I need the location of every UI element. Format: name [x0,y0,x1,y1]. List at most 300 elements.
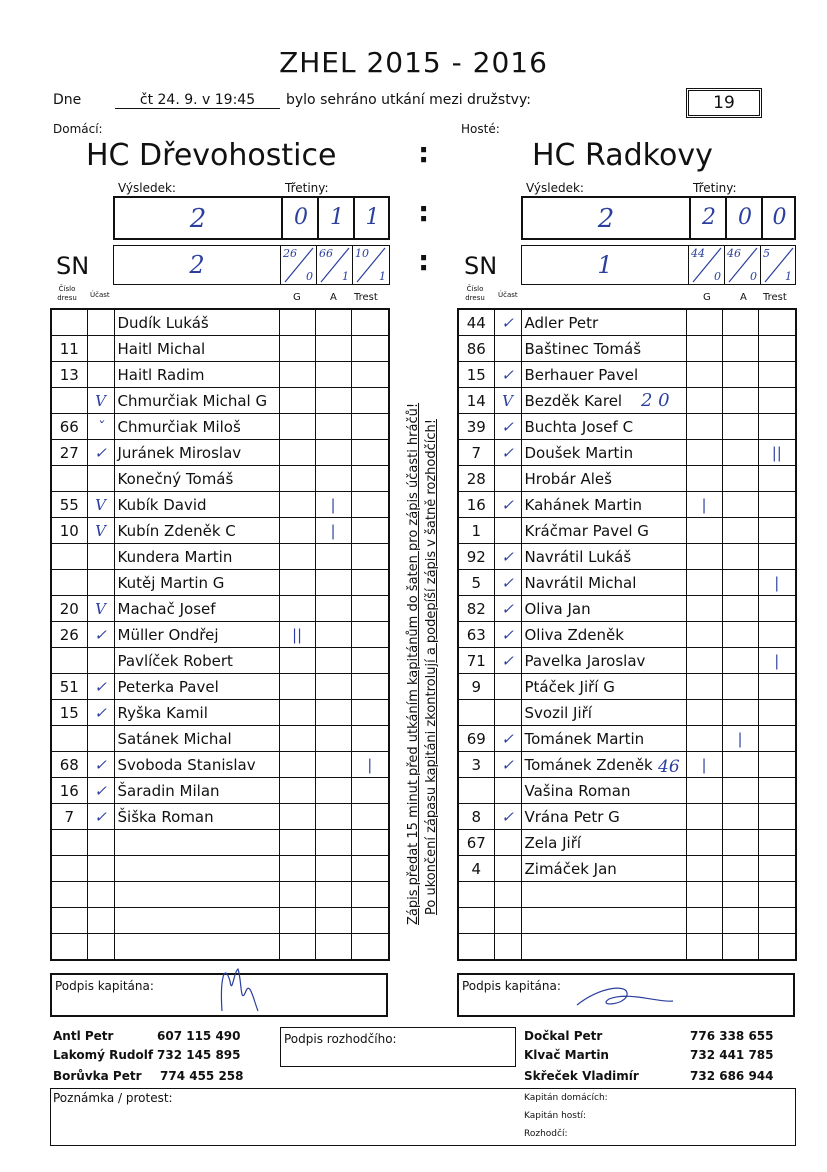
assists-cell [315,882,351,908]
table-row [458,388,796,414]
sig-referee-label: Rozhodčí: [524,1129,568,1139]
home-sn-cell-1: 26 0 [280,246,317,284]
away-team-name: HC Radkovy [532,138,713,173]
player-number [458,882,494,908]
penalty-cell [351,414,389,440]
table-row [458,856,796,882]
match-number: 19 [686,88,762,118]
player-number: 26 [51,622,87,648]
attendance-mark: ✓ [494,804,521,830]
assists-cell [722,570,758,596]
player-name: Tománek Martin [521,726,686,752]
player-name [521,934,686,961]
assists-cell [722,309,758,336]
player-name: Buchta Josef C [521,414,686,440]
home-col-trest: Trest [354,292,378,303]
penalty-cell: | [351,752,389,778]
table-row [458,622,796,648]
player-number: 69 [458,726,494,752]
player-name: Kráčmar Pavel G [521,518,686,544]
home-score: 2 [189,204,207,234]
goals-cell [279,466,315,492]
attendance-mark [494,778,521,804]
table-row [51,908,389,934]
home-period-3: 1 [365,205,380,230]
away-sn-label: SN [464,252,498,280]
attendance-mark: ✓ [494,544,521,570]
match-sentence: bylo sehráno utkání mezi družstvy: [286,92,531,108]
attendance-mark [494,336,521,362]
player-name: Hrobár Aleš [521,466,686,492]
attendance-mark [494,882,521,908]
player-number: 15 [51,700,87,726]
goals-cell [279,752,315,778]
player-number: 55 [51,492,87,518]
table-row [51,648,389,674]
player-number: 9 [458,674,494,700]
attendance-mark: ✓ [494,440,521,466]
goals-cell [686,830,722,856]
player-name: Šiška Roman [114,804,279,830]
assists-cell [722,856,758,882]
table-row [458,726,796,752]
away-ref-3-name: Skřeček Vladimír [524,1069,639,1083]
penalty-cell [758,309,796,336]
table-row [458,518,796,544]
attendance-mark: ˇ [87,414,114,440]
assists-cell [315,440,351,466]
assists-cell [722,440,758,466]
away-periods-label: Třetiny: [693,181,737,195]
goals-cell [686,778,722,804]
player-number [458,700,494,726]
penalty-cell [758,882,796,908]
player-name [114,882,279,908]
home-ref-2-phone: 732 145 895 [157,1048,241,1062]
player-number: 7 [51,804,87,830]
player-number: 16 [51,778,87,804]
player-name: Oliva Jan [521,596,686,622]
goals-cell [279,336,315,362]
penalty-cell: || [758,440,796,466]
penalty-cell [351,518,389,544]
player-name: Pavlíček Robert [114,648,279,674]
penalty-cell [758,778,796,804]
table-row [458,830,796,856]
home-captain-label: Podpis kapitána: [55,979,154,993]
penalty-cell [758,856,796,882]
away-period-1: 2 [702,205,716,230]
attendance-mark: ✓ [494,596,521,622]
home-team-name: HC Dřevohostice [86,138,337,173]
away-roster [457,308,797,961]
table-row [51,414,389,440]
home-sn-cell-3: 10 1 [352,246,390,284]
player-number: 16 [458,492,494,518]
player-name: Šaradin Milan [114,778,279,804]
player-name [521,908,686,934]
goals-cell [686,414,722,440]
penalty-cell: | [758,648,796,674]
penalty-cell [758,830,796,856]
table-row [51,804,389,830]
away-ref-1-phone: 776 338 655 [690,1029,774,1043]
table-row [51,362,389,388]
player-number: 51 [51,674,87,700]
player-number [51,544,87,570]
assists-cell [315,700,351,726]
assists-cell [315,466,351,492]
table-row [51,336,389,362]
assists-cell: | [315,518,351,544]
away-period-3: 0 [772,205,787,230]
player-number: 20 [51,596,87,622]
attendance-mark: V [87,518,114,544]
attendance-mark [87,336,114,362]
player-name: Haitl Radim [114,362,279,388]
date-label: Dne [53,92,82,108]
table-row [51,440,389,466]
player-number: 1 [458,518,494,544]
player-name: Svoboda Stanislav [114,752,279,778]
player-number: 27 [51,440,87,466]
assists-cell [315,596,351,622]
sig-away-captain-label: Kapitán hostí: [524,1111,587,1121]
table-row [458,934,796,961]
penalty-cell [351,700,389,726]
goals-cell [279,830,315,856]
attendance-mark [494,856,521,882]
away-sn-cell-3: 5 1 [760,246,796,284]
assists-cell [722,648,758,674]
goals-cell [686,882,722,908]
assists-cell [722,336,758,362]
attendance-mark: ✓ [87,752,114,778]
home-period-2: 1 [330,205,344,230]
assists-cell [722,908,758,934]
attendance-mark [87,309,114,336]
player-number: 28 [458,466,494,492]
goals-cell [686,674,722,700]
table-row [458,309,796,336]
instruction-line-1: Zápis předat 15 minut před utkáním kapitánům do šaten pro zápis účasti hráčů! [406,402,421,925]
away-col-number: Číslo dresu [465,285,485,302]
player-name [114,908,279,934]
table-row [51,544,389,570]
goals-cell [686,518,722,544]
goals-cell [279,908,315,934]
goals-cell [686,622,722,648]
assists-cell [315,622,351,648]
penalty-cell [758,752,796,778]
sig-home-captain-label: Kapitán domácích: [524,1093,608,1103]
attendance-mark: ✓ [494,414,521,440]
goals-cell [279,544,315,570]
penalty-cell [351,908,389,934]
away-sn-cell-2: 46 0 [724,246,761,284]
instruction-line-2: Po ukončení zápasu kapitáni zkontrolují a podepíší zápis v šatně rozhodčích! [424,419,439,915]
player-number [51,830,87,856]
penalty-cell [351,309,389,336]
penalty-cell [351,674,389,700]
assists-cell [722,674,758,700]
tomanek-annotation: 46 [658,757,680,777]
table-row [51,856,389,882]
penalty-cell [758,700,796,726]
assists-cell [315,648,351,674]
penalty-cell [351,882,389,908]
penalty-cell [758,674,796,700]
home-col-attend: Účast [90,291,110,299]
goals-cell: | [686,752,722,778]
attendance-mark [87,544,114,570]
player-name: Peterka Pavel [114,674,279,700]
home-periods-label: Třetiny: [285,181,329,195]
table-row [51,752,389,778]
attendance-mark: ✓ [494,752,521,778]
attendance-mark: ✓ [87,778,114,804]
goals-cell [686,362,722,388]
player-name [521,882,686,908]
home-sn-box [113,245,390,285]
attendance-mark: ✓ [494,622,521,648]
home-col-number: Číslo dresu [57,285,77,302]
attendance-mark [87,726,114,752]
goals-cell [279,700,315,726]
penalty-cell [758,726,796,752]
assists-cell [315,544,351,570]
assists-cell [722,882,758,908]
player-name: Zimáček Jan [521,856,686,882]
table-row [458,882,796,908]
assists-cell [722,466,758,492]
player-name: Kundera Martin [114,544,279,570]
penalty-cell [351,804,389,830]
player-name [114,830,279,856]
player-number: 13 [51,362,87,388]
attendance-mark: ✓ [87,622,114,648]
goals-cell [686,570,722,596]
assists-cell [315,726,351,752]
penalty-cell [758,804,796,830]
goals-cell [686,466,722,492]
goals-cell [279,804,315,830]
player-number [51,856,87,882]
player-name: Navrátil Michal [521,570,686,596]
assists-cell [722,752,758,778]
attendance-mark [87,856,114,882]
penalty-cell [351,336,389,362]
table-row [51,388,389,414]
player-number: 3 [458,752,494,778]
table-row [458,674,796,700]
table-row [458,752,796,778]
player-name: Svozil Jiří [521,700,686,726]
attendance-mark [87,830,114,856]
home-ref-3-phone: 774 455 258 [160,1069,244,1083]
home-sn-label: SN [56,252,90,280]
goals-cell [279,856,315,882]
away-sn-box [521,245,796,285]
goals-cell [279,674,315,700]
attendance-mark [494,830,521,856]
penalty-cell [351,726,389,752]
home-ref-1-phone: 607 115 490 [157,1029,241,1043]
assists-cell [722,934,758,961]
penalty-cell [351,492,389,518]
attendance-mark [494,466,521,492]
attendance-mark [494,934,521,961]
assists-cell [315,362,351,388]
player-number: 14 [458,388,494,414]
goals-cell [279,778,315,804]
home-col-a: A [330,292,337,303]
penalty-cell [351,778,389,804]
table-row [458,466,796,492]
bezdek-annotation: 2 0 [641,390,670,411]
assists-cell [722,804,758,830]
assists-cell [722,544,758,570]
assists-cell [722,700,758,726]
goals-cell [279,414,315,440]
attendance-mark: ✓ [494,492,521,518]
penalty-cell [351,362,389,388]
away-ref-2-phone: 732 441 785 [690,1048,774,1062]
table-row [51,570,389,596]
goals-cell [279,362,315,388]
penalty-cell [351,830,389,856]
goals-cell [686,388,722,414]
attendance-mark: ✓ [494,570,521,596]
player-name: Kubín Zdeněk C [114,518,279,544]
goals-cell [686,544,722,570]
goals-cell [686,804,722,830]
away-score: 2 [597,204,615,234]
goals-cell [279,388,315,414]
player-number: 44 [458,309,494,336]
attendance-mark [494,908,521,934]
penalty-cell [351,570,389,596]
assists-cell [315,752,351,778]
away-col-a: A [740,292,747,303]
assists-cell [315,674,351,700]
penalty-cell [758,414,796,440]
table-row [51,700,389,726]
penalty-cell [351,596,389,622]
player-number: 39 [458,414,494,440]
home-result-label: Výsledek: [118,181,176,195]
table-row [458,596,796,622]
referee-signature-box [280,1027,516,1067]
assists-cell [722,518,758,544]
player-name: Tománek Zdeněk [521,752,686,778]
penalty-cell [758,492,796,518]
player-name: Satánek Michal [114,726,279,752]
home-roster [50,308,390,961]
assists-cell [315,570,351,596]
player-name: Haitl Michal [114,336,279,362]
player-number: 68 [51,752,87,778]
home-ref-2-name: Lakomý Rudolf [53,1048,154,1062]
player-number: 11 [51,336,87,362]
home-ref-1-name: Antl Petr [53,1029,114,1043]
player-name: Ptáček Jiří G [521,674,686,700]
player-name: Chmurčiak Miloš [114,414,279,440]
attendance-mark: ✓ [87,674,114,700]
table-row [51,492,389,518]
goals-cell [279,882,315,908]
table-row [51,830,389,856]
goals-cell [686,596,722,622]
team-separator: : [418,136,430,169]
table-row [51,466,389,492]
table-row [458,440,796,466]
table-row [458,778,796,804]
attendance-mark: V [87,388,114,414]
attendance-mark: ✓ [494,309,521,336]
assists-cell [315,414,351,440]
penalty-cell [351,388,389,414]
table-row [458,648,796,674]
goals-cell [686,856,722,882]
home-period-1: 0 [294,205,308,230]
player-name: Kahánek Martin [521,492,686,518]
table-row [51,778,389,804]
assists-cell [315,336,351,362]
player-number [51,934,87,961]
away-ref-1-name: Dočkal Petr [524,1029,603,1043]
penalty-cell [758,622,796,648]
goals-cell [686,726,722,752]
assists-cell [722,596,758,622]
attendance-mark: ✓ [87,804,114,830]
player-number: 92 [458,544,494,570]
away-captain-box [457,973,795,1017]
goals-cell [279,440,315,466]
goals-cell [279,309,315,336]
assists-cell [722,622,758,648]
penalty-cell [351,648,389,674]
table-row [51,622,389,648]
player-number [51,570,87,596]
player-name: Kutěj Martin G [114,570,279,596]
goals-cell [279,570,315,596]
player-number: 15 [458,362,494,388]
player-name: Bezděk Karel [521,388,686,414]
table-row [51,674,389,700]
player-name: Dudík Lukáš [114,309,279,336]
away-col-trest: Trest [763,292,787,303]
player-number: 67 [458,830,494,856]
away-period-2: 0 [738,205,752,230]
player-name: Pavelka Jaroslav [521,648,686,674]
table-row [51,726,389,752]
player-name: Adler Petr [521,309,686,336]
result-separator: : [418,195,430,228]
attendance-mark: V [87,492,114,518]
goals-cell [279,596,315,622]
home-captain-signature [202,951,292,1019]
table-row [458,492,796,518]
goals-cell: | [686,492,722,518]
assists-cell: | [722,726,758,752]
attendance-mark: ✓ [494,648,521,674]
attendance-mark: ✓ [494,362,521,388]
table-row [51,882,389,908]
assists-cell [315,804,351,830]
home-ref-3-name: Borůvka Petr [53,1069,142,1083]
assists-cell [315,309,351,336]
